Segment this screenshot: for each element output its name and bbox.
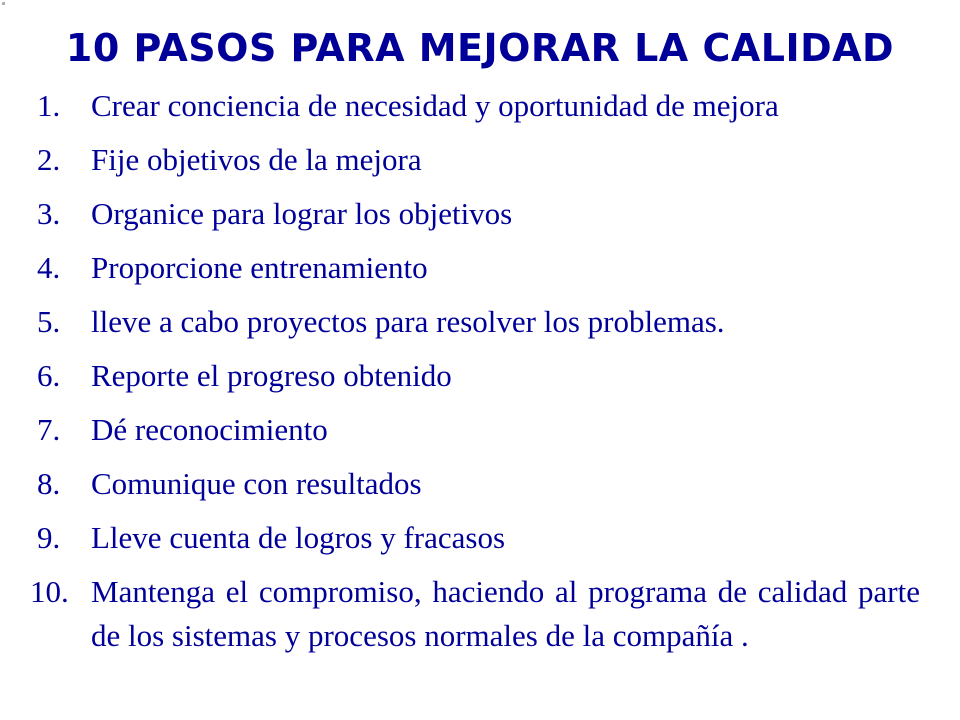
step-number: 10. (30, 574, 69, 609)
list-item (30, 133, 920, 187)
list-item (30, 241, 920, 295)
step-text: Lleve cuenta de logros y fracasos (91, 520, 506, 555)
list-item (30, 403, 920, 457)
step-text: Crear conciencia de necesidad y oportunidad de mejora (91, 88, 779, 123)
step-number: 2. (37, 142, 61, 177)
list-item (30, 457, 920, 511)
slide-title: 10 PASOS PARA MEJORAR LA CALIDAD (65, 26, 895, 70)
step-number: 3. (37, 196, 61, 231)
step-number: 1. (37, 88, 61, 123)
step-number: 6. (37, 358, 61, 393)
list-item (30, 295, 920, 349)
steps-list (30, 79, 920, 658)
step-text: Proporcione entrenamiento (91, 250, 428, 285)
step-text: lleve a cabo proyectos para resolver los problemas. (91, 304, 725, 339)
step-number: 9. (37, 520, 61, 555)
step-number: 4. (37, 250, 61, 285)
step-number: 7. (37, 412, 61, 447)
step-text: Organice para lograr los objetivos (91, 196, 513, 231)
step-number: 5. (37, 304, 61, 339)
list-item (30, 565, 920, 658)
step-number: 8. (37, 466, 61, 501)
step-text: Reporte el progreso obtenido (91, 358, 452, 393)
list-item (30, 349, 920, 403)
step-text: Comunique con resultados (91, 466, 422, 501)
step-text: Mantenga el compromiso, haciendo al programa de calidad parte de los sistemas y procesos normales de la compañía . (91, 574, 920, 653)
list-item (30, 79, 920, 133)
list-item (30, 511, 920, 565)
list-item (30, 187, 920, 241)
step-text: Dé reconocimiento (91, 412, 328, 447)
step-text: Fije objetivos de la mejora (91, 142, 422, 177)
corner-mark (2, 2, 5, 5)
